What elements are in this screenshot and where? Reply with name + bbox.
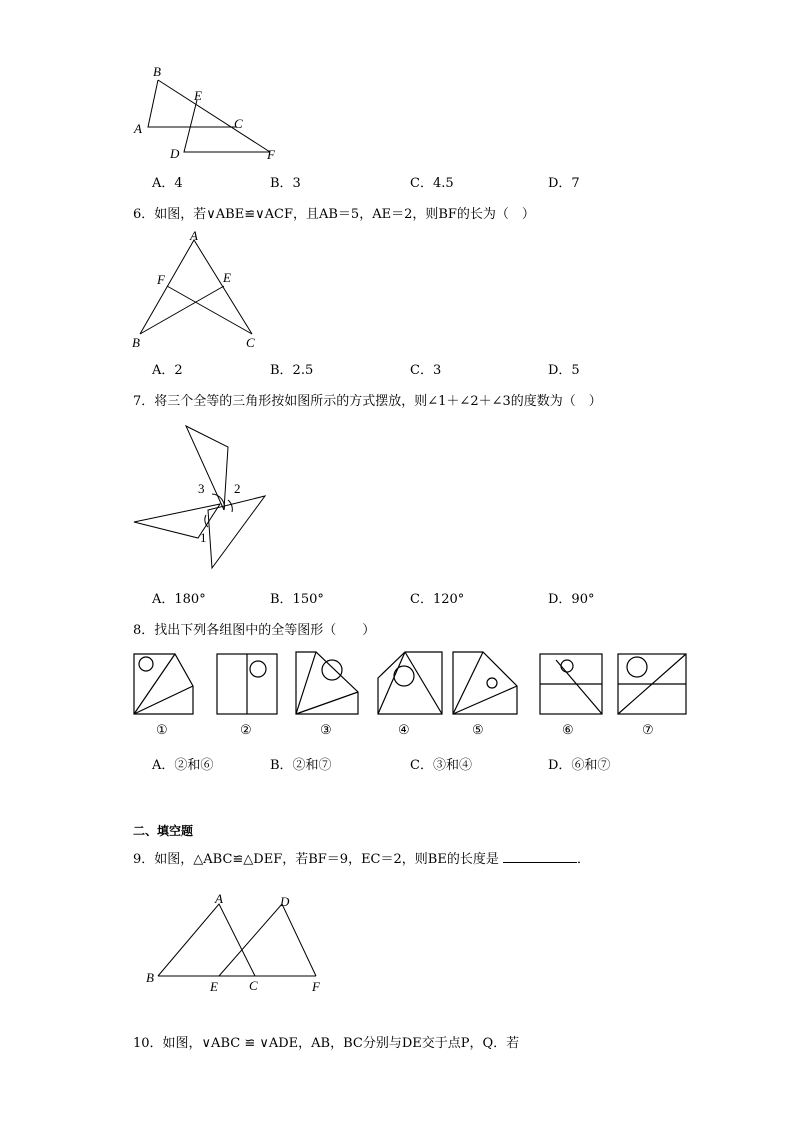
- label-E: E: [223, 270, 231, 285]
- q6-option-a[interactable]: A．2: [152, 363, 183, 378]
- figure-q9: [140, 890, 340, 1000]
- angle-label-2: 2: [234, 481, 241, 496]
- q7-option-b[interactable]: B．150°: [270, 592, 324, 607]
- shape-label-5: ⑤: [472, 722, 484, 737]
- q10-stem: 10．如图，∨ABC ≌ ∨ADE，AB，BC分别与DE交于点P，Q．若: [133, 1036, 520, 1051]
- angle-label-3: 3: [198, 481, 205, 496]
- q8-option-d[interactable]: D．⑥和⑦: [548, 758, 611, 773]
- q5-option-a[interactable]: A．4: [152, 176, 183, 191]
- q7-option-d[interactable]: D．90°: [548, 592, 595, 607]
- q7-stem: 7．将三个全等的三角形按如图所示的方式摆放，则∠1＋∠2＋∠3的度数为（ ）: [133, 394, 602, 409]
- q6-stem: 6．如图，若∨ABE≌∨ACF，且AB＝5，AE＝2，则BF的长为（ ）: [133, 207, 535, 222]
- label-B: B: [146, 970, 154, 985]
- q6-option-d[interactable]: D．5: [548, 363, 580, 378]
- q8-option-c[interactable]: C．③和④: [410, 758, 472, 773]
- shape-1: [134, 654, 193, 714]
- label-F: F: [267, 147, 275, 162]
- q9-answer-blank[interactable]: [503, 850, 577, 863]
- q7-option-c[interactable]: C．120°: [410, 592, 465, 607]
- label-A: A: [215, 891, 223, 906]
- q9-stem-end: ．: [576, 852, 590, 867]
- shape-label-7: ⑦: [642, 722, 654, 737]
- q8-option-b[interactable]: B．②和⑦: [270, 758, 332, 773]
- label-E: E: [210, 979, 218, 994]
- figure-q5: [130, 60, 290, 165]
- label-A: A: [134, 121, 142, 136]
- q7-option-a[interactable]: A．180°: [152, 592, 206, 607]
- label-E: E: [194, 88, 202, 103]
- shape-5: [453, 652, 517, 714]
- label-A: A: [190, 228, 198, 243]
- label-C: C: [234, 116, 243, 131]
- q6-option-b[interactable]: B．2.5: [270, 363, 314, 378]
- angle-label-1: 1: [200, 530, 207, 545]
- shape-label-3: ③: [320, 722, 332, 737]
- q9-stem-text: 9．如图，△ABC≌△DEF，若BF＝9，EC＝2，则BE的长度是: [133, 852, 499, 867]
- figure-q7: [128, 420, 273, 580]
- label-D: D: [280, 894, 290, 909]
- label-D: D: [170, 146, 180, 161]
- label-B: B: [153, 64, 161, 79]
- label-C: C: [246, 335, 255, 350]
- section-title-fill-in: 二、填空题: [133, 824, 194, 838]
- q8-stem: 8．找出下列各组图中的全等图形（ ）: [133, 623, 376, 638]
- figure-q8: [128, 648, 693, 743]
- q9-stem: [133, 848, 590, 867]
- figure-q6: [130, 228, 270, 353]
- shape-label-4: ④: [398, 722, 410, 737]
- label-F: F: [157, 272, 165, 287]
- shape-label-2: ②: [240, 722, 252, 737]
- q6-option-c[interactable]: C．3: [410, 363, 442, 378]
- label-C: C: [249, 978, 258, 993]
- label-F: F: [312, 979, 320, 994]
- label-B: B: [132, 335, 140, 350]
- shape-label-6: ⑥: [562, 722, 574, 737]
- q5-option-c[interactable]: C．4.5: [410, 176, 454, 191]
- shape-label-1: ①: [156, 722, 168, 737]
- q5-option-d[interactable]: D．7: [548, 176, 580, 191]
- q8-option-a[interactable]: A．②和⑥: [152, 758, 214, 773]
- q5-option-b[interactable]: B．3: [270, 176, 301, 191]
